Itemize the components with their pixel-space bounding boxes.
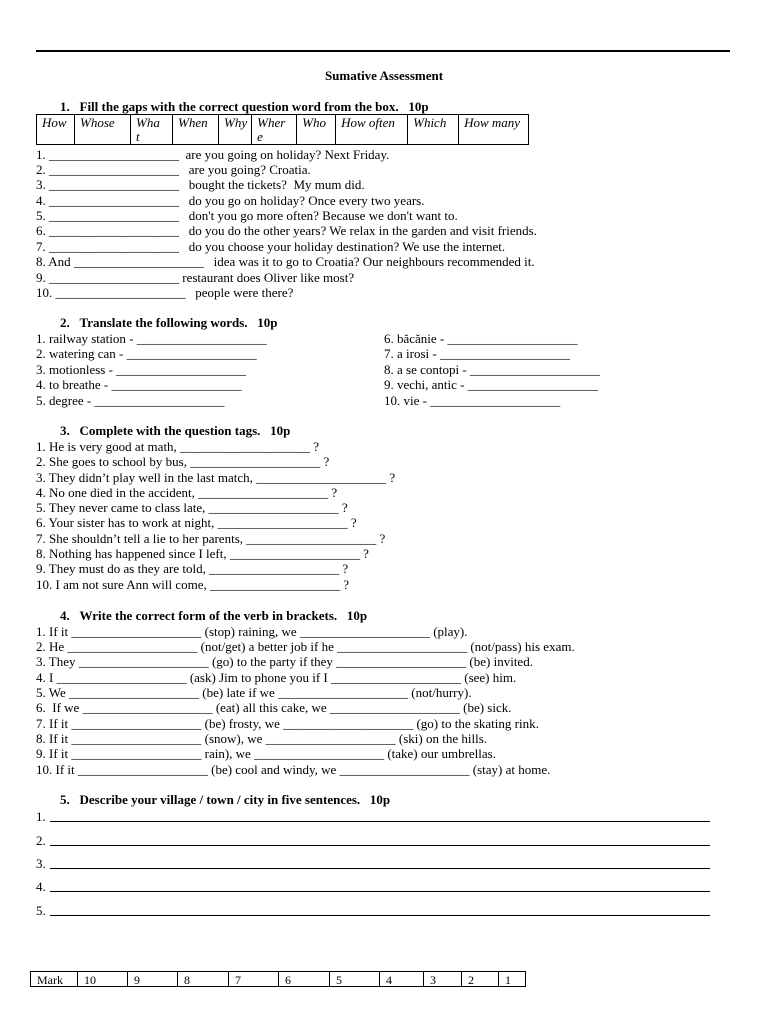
s4-item[interactable]: 2. He ____________________ (not/get) a better job if he ____________________ (not/pass) his exam.: [36, 639, 575, 654]
s3-item[interactable]: 10. I am not sure Ann will come, ____________________ ?: [36, 577, 350, 592]
s1-item[interactable]: 7. ____________________ do you choose your holiday destination? We use the internet.: [36, 239, 506, 254]
s4-item[interactable]: 6. If we ____________________ (eat) all this cake, we ____________________ (be) sick.: [36, 700, 512, 715]
s5-number: 1.: [36, 809, 46, 824]
s5-answer-line[interactable]: [50, 821, 710, 822]
s2-item[interactable]: 3. motionless - ____________________: [36, 362, 247, 377]
mark-cell: 5: [330, 972, 380, 987]
s5-answer-line[interactable]: [50, 915, 710, 916]
s4-item[interactable]: 4. I ____________________ (ask) Jim to phone you if I ____________________ (see) him.: [36, 670, 517, 685]
s4-item[interactable]: 10. If it ____________________ (be) cool and windy, we ____________________ (stay) at home.: [36, 762, 551, 777]
section-3-heading: 3. Complete with the question tags. 10p: [60, 423, 291, 438]
s5-number: 2.: [36, 833, 46, 848]
s4-item[interactable]: 1. If it ____________________ (stop) raining, we ____________________ (play).: [36, 624, 468, 639]
box-word: Who: [297, 115, 336, 145]
s2-item[interactable]: 10. vie - ____________________: [384, 393, 561, 408]
question-word-box: [36, 114, 529, 145]
s1-item[interactable]: 5. ____________________ don't you go more often? Because we don't want to.: [36, 208, 458, 223]
s3-item[interactable]: 3. They didn’t play well in the last match, ____________________ ?: [36, 470, 396, 485]
s1-item[interactable]: 6. ____________________ do you do the other years? We relax in the garden and visit friends.: [36, 223, 537, 238]
mark-cell: 7: [229, 972, 279, 987]
s1-item[interactable]: 8. And ____________________ idea was it to go to Croatia? Our neighbours recommended it.: [36, 254, 535, 269]
s5-answer-line[interactable]: [50, 845, 710, 846]
s1-item[interactable]: 1. ____________________ are you going on holiday? Next Friday.: [36, 147, 390, 162]
s1-item[interactable]: 10. ____________________ people were there?: [36, 285, 294, 300]
mark-cell: 2: [462, 972, 499, 987]
s3-item[interactable]: 8. Nothing has happened since I left, ____________________ ?: [36, 546, 369, 561]
box-word: How often: [336, 115, 408, 145]
box-word: When: [173, 115, 219, 145]
box-word: Wha t: [131, 115, 173, 145]
s4-item[interactable]: 9. If it ____________________ rain), we ____________________ (take) our umbrellas.: [36, 746, 496, 761]
s2-item[interactable]: 9. vechi, antic - ____________________: [384, 377, 598, 392]
box-word: Wher e: [252, 115, 297, 145]
top-rule: [36, 50, 730, 52]
s5-answer-line[interactable]: [50, 868, 710, 869]
mark-cell: 10: [78, 972, 128, 987]
s3-item[interactable]: 6. Your sister has to work at night, ____________________ ?: [36, 515, 357, 530]
section-2-heading: 2. Translate the following words. 10p: [60, 315, 278, 330]
mark-cell: 9: [128, 972, 178, 987]
mark-cell: 1: [499, 972, 526, 987]
section-1-heading: 1. Fill the gaps with the correct question word from the box. 10p: [60, 99, 429, 114]
s5-number: 3.: [36, 856, 46, 871]
section-5-heading: 5. Describe your village / town / city in five sentences. 10p: [60, 792, 391, 807]
s2-item[interactable]: 4. to breathe - ____________________: [36, 377, 242, 392]
s3-item[interactable]: 1. He is very good at math, ____________________ ?: [36, 439, 320, 454]
mark-cell: 8: [178, 972, 229, 987]
box-word: Whose: [75, 115, 131, 145]
s1-item[interactable]: 3. ____________________ bought the tickets? My mum did.: [36, 177, 365, 192]
s1-item[interactable]: 9. ____________________ restaurant does Oliver like most?: [36, 270, 355, 285]
s2-item[interactable]: 6. băcănie - ____________________: [384, 331, 578, 346]
box-word: Why: [219, 115, 252, 145]
mark-cell: 4: [380, 972, 424, 987]
s3-item[interactable]: 7. She shouldn’t tell a lie to her parents, ____________________ ?: [36, 531, 386, 546]
s5-number: 5.: [36, 903, 46, 918]
box-word: Which: [408, 115, 459, 145]
s1-item[interactable]: 2. ____________________ are you going? Croatia.: [36, 162, 311, 177]
s4-item[interactable]: 5. We ____________________ (be) late if we ____________________ (not/hurry).: [36, 685, 472, 700]
s2-item[interactable]: 2. watering can - ____________________: [36, 346, 257, 361]
s5-number: 4.: [36, 879, 46, 894]
mark-cell: 3: [424, 972, 462, 987]
marks-table: [30, 971, 526, 987]
s5-answer-line[interactable]: [50, 891, 710, 892]
box-word: How: [37, 115, 75, 145]
s3-item[interactable]: 9. They must do as they are told, ____________________ ?: [36, 561, 349, 576]
s1-item[interactable]: 4. ____________________ do you go on holiday? Once every two years.: [36, 193, 425, 208]
mark-cell: 6: [279, 972, 330, 987]
s2-item[interactable]: 5. degree - ____________________: [36, 393, 225, 408]
s3-item[interactable]: 4. No one died in the accident, ____________________ ?: [36, 485, 338, 500]
marks-label: Mark: [31, 972, 78, 987]
s3-item[interactable]: 2. She goes to school by bus, ____________________ ?: [36, 454, 330, 469]
s2-item[interactable]: 7. a irosi - ____________________: [384, 346, 570, 361]
s4-item[interactable]: 8. If it ____________________ (snow), we ____________________ (ski) on the hills.: [36, 731, 488, 746]
page-title: Sumative Assessment: [324, 68, 444, 83]
section-4-heading: 4. Write the correct form of the verb in brackets. 10p: [60, 608, 368, 623]
s2-item[interactable]: 1. railway station - ____________________: [36, 331, 267, 346]
s4-item[interactable]: 7. If it ____________________ (be) frosty, we ____________________ (go) to the skating rink.: [36, 716, 539, 731]
box-word: How many: [459, 115, 529, 145]
s3-item[interactable]: 5. They never came to class late, ____________________ ?: [36, 500, 348, 515]
s2-item[interactable]: 8. a se contopi - ____________________: [384, 362, 600, 377]
s4-item[interactable]: 3. They ____________________ (go) to the party if they ____________________ (be) invited.: [36, 654, 533, 669]
